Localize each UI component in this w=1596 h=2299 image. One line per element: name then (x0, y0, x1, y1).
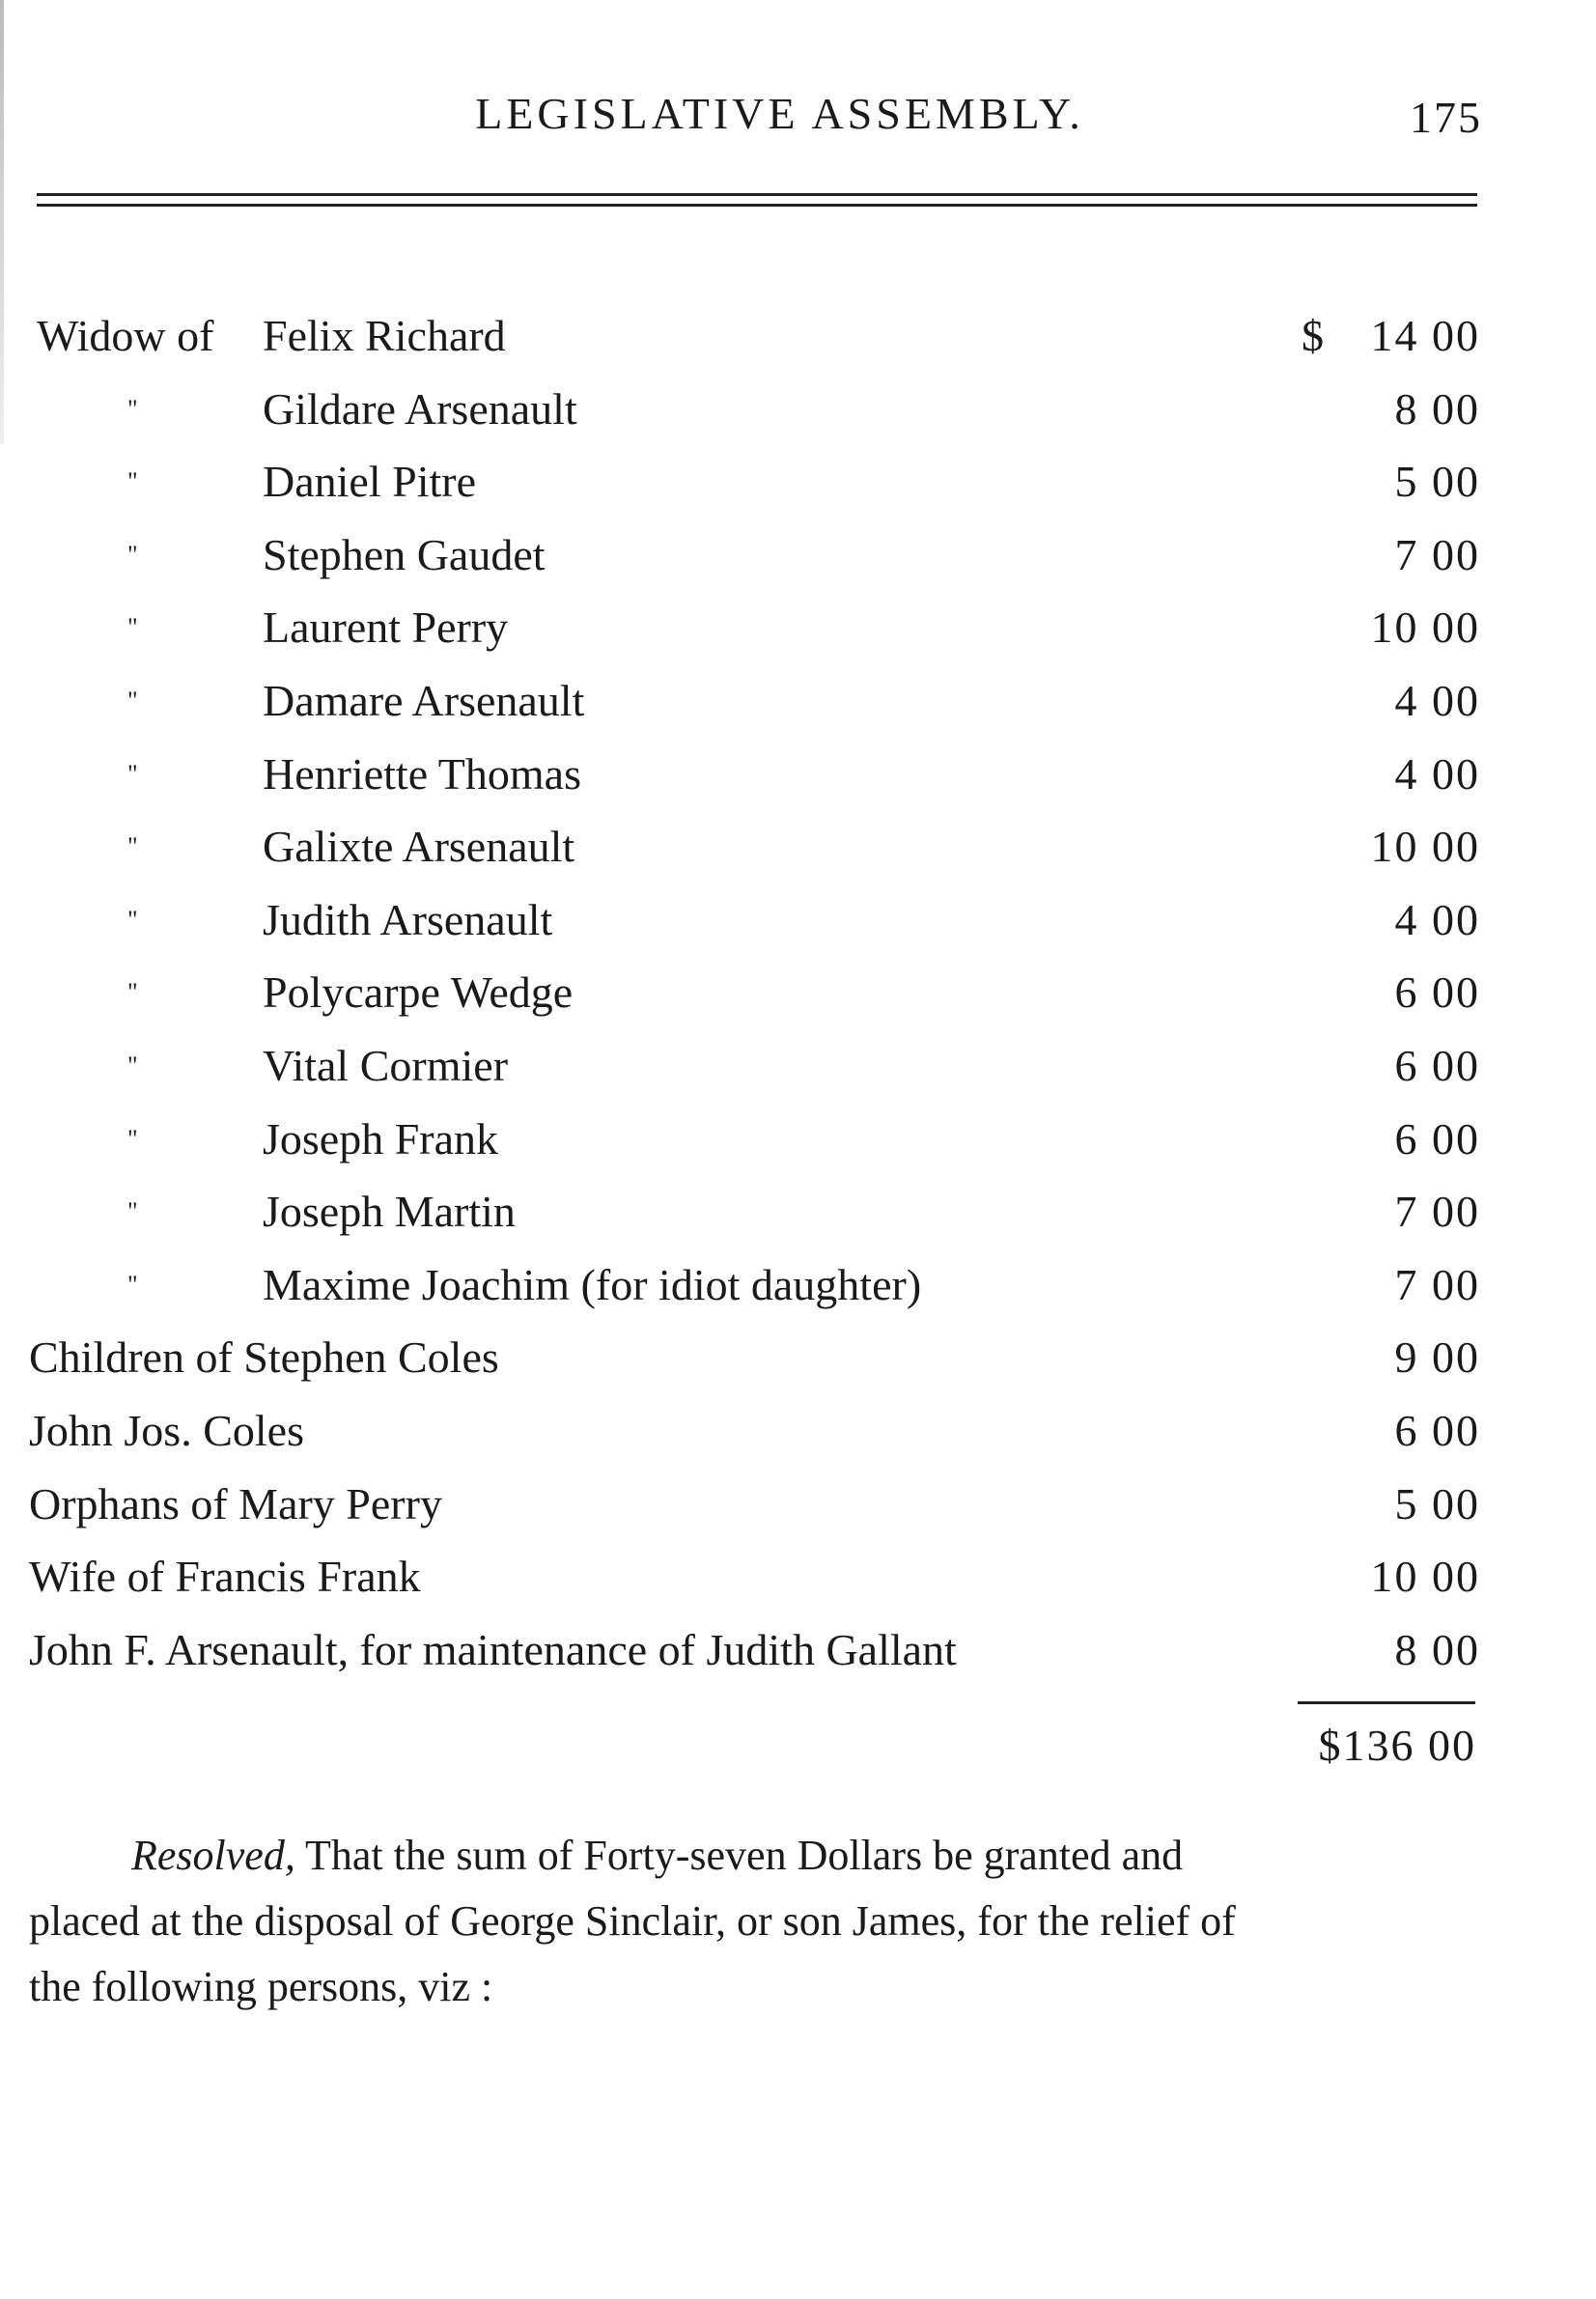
total-rule (1298, 1701, 1475, 1704)
ditto-mark: " (127, 1124, 139, 1153)
entry-amount: 7 00 (1394, 529, 1480, 579)
list-item (0, 373, 1596, 446)
entry-amount: 4 00 (1394, 675, 1480, 725)
entry-amount: 7 00 (1394, 1187, 1480, 1237)
list-item (0, 664, 1596, 738)
list-item (0, 810, 1596, 883)
running-head (0, 85, 1596, 143)
entry-name: Polycarpe Wedge (263, 967, 574, 1018)
ditto-mark: " (127, 1197, 139, 1226)
entry-amount: 5 00 (1394, 457, 1480, 507)
entry-amount: 14 00 (1370, 311, 1480, 360)
list-item (0, 1248, 1596, 1322)
entry-amount: 5 00 (1394, 1478, 1480, 1528)
ditto-mark: " (127, 978, 139, 1007)
entry-name: Vital Cormier (263, 1040, 509, 1090)
entry-name: John F. Arsenault, for maintenance of Judith Gallant (29, 1624, 957, 1674)
list-item (0, 519, 1596, 592)
ditto-mark: " (127, 467, 139, 496)
entry-amount: 9 00 (1394, 1332, 1480, 1383)
list-item (0, 1468, 1596, 1541)
list-item (0, 883, 1596, 957)
entry-name: Judith Arsenault (263, 894, 553, 944)
entry-amount: 4 00 (1394, 748, 1480, 799)
list-item (0, 1394, 1596, 1468)
entry-amount: 8 00 (1394, 383, 1480, 434)
entry-name: Daniel Pitre (263, 457, 476, 507)
entry-name: Wife of Francis Frank (29, 1552, 421, 1602)
list-item (0, 1321, 1596, 1394)
ditto-mark: " (127, 1270, 139, 1299)
list-item (0, 1103, 1596, 1176)
entry-name: Gildare Arsenault (263, 383, 577, 434)
list-item (0, 1613, 1596, 1687)
ditto-mark: " (127, 759, 139, 788)
page-number: 175 (1410, 93, 1482, 142)
list-item (0, 299, 1596, 373)
entry-name: Children of Stephen Coles (29, 1332, 499, 1383)
entry-name: Orphans of Mary Perry (29, 1478, 442, 1528)
list-item (0, 1029, 1596, 1103)
resolution-lead-word: Resolved, (131, 1832, 295, 1879)
header-double-rule (37, 193, 1477, 207)
ditto-mark: " (127, 905, 139, 934)
entry-amount: 8 00 (1394, 1624, 1480, 1674)
ditto-mark: " (127, 832, 139, 861)
entry-amount: 7 00 (1394, 1259, 1480, 1309)
list-item (0, 591, 1596, 664)
entry-amount: 6 00 (1394, 1040, 1480, 1090)
ditto-mark: " (127, 613, 139, 642)
entry-name: John Jos. Coles (29, 1405, 304, 1455)
list-item (0, 956, 1596, 1029)
total-amount: $136 00 (1318, 1721, 1476, 1770)
entry-amount: 6 00 (1394, 1405, 1480, 1455)
ditto-mark: " (127, 1051, 139, 1079)
relief-list (0, 299, 1596, 1686)
list-item (0, 1175, 1596, 1248)
entry-prefix: Widow of (37, 311, 214, 360)
entry-amount: 6 00 (1394, 1113, 1480, 1164)
list-item (0, 445, 1596, 519)
resolution-paragraph (29, 1823, 1294, 2020)
entry-amount: 10 00 (1370, 822, 1480, 872)
entry-amount: 6 00 (1394, 967, 1480, 1018)
dollar-sign: $ (1302, 311, 1324, 360)
list-item (0, 1540, 1596, 1613)
ditto-mark: " (127, 394, 139, 423)
running-title: LEGISLATIVE ASSEMBLY. (475, 89, 1084, 138)
entry-name: Joseph Martin (263, 1187, 516, 1237)
entry-name: Maxime Joachim (for idiot daughter) (263, 1259, 922, 1309)
entry-name: Felix Richard (263, 311, 506, 360)
entry-name: Laurent Perry (263, 603, 509, 653)
list-item (0, 738, 1596, 811)
entry-name: Galixte Arsenault (263, 822, 575, 872)
entry-name: Henriette Thomas (263, 748, 581, 799)
entry-amount: 10 00 (1370, 1552, 1480, 1602)
entry-amount: 10 00 (1370, 603, 1480, 653)
entry-name: Damare Arsenault (263, 675, 585, 725)
resolution-text: That the sum of Forty-seven Dollars be granted and placed at the disposal of George Sinclair, or son James, for the relief of the following persons, viz : (29, 1832, 1236, 2010)
ditto-mark: " (127, 540, 139, 569)
entry-name: Joseph Frank (263, 1113, 499, 1164)
ditto-mark: " (127, 686, 139, 715)
entry-amount: 4 00 (1394, 894, 1480, 944)
entry-name: Stephen Gaudet (263, 529, 546, 579)
